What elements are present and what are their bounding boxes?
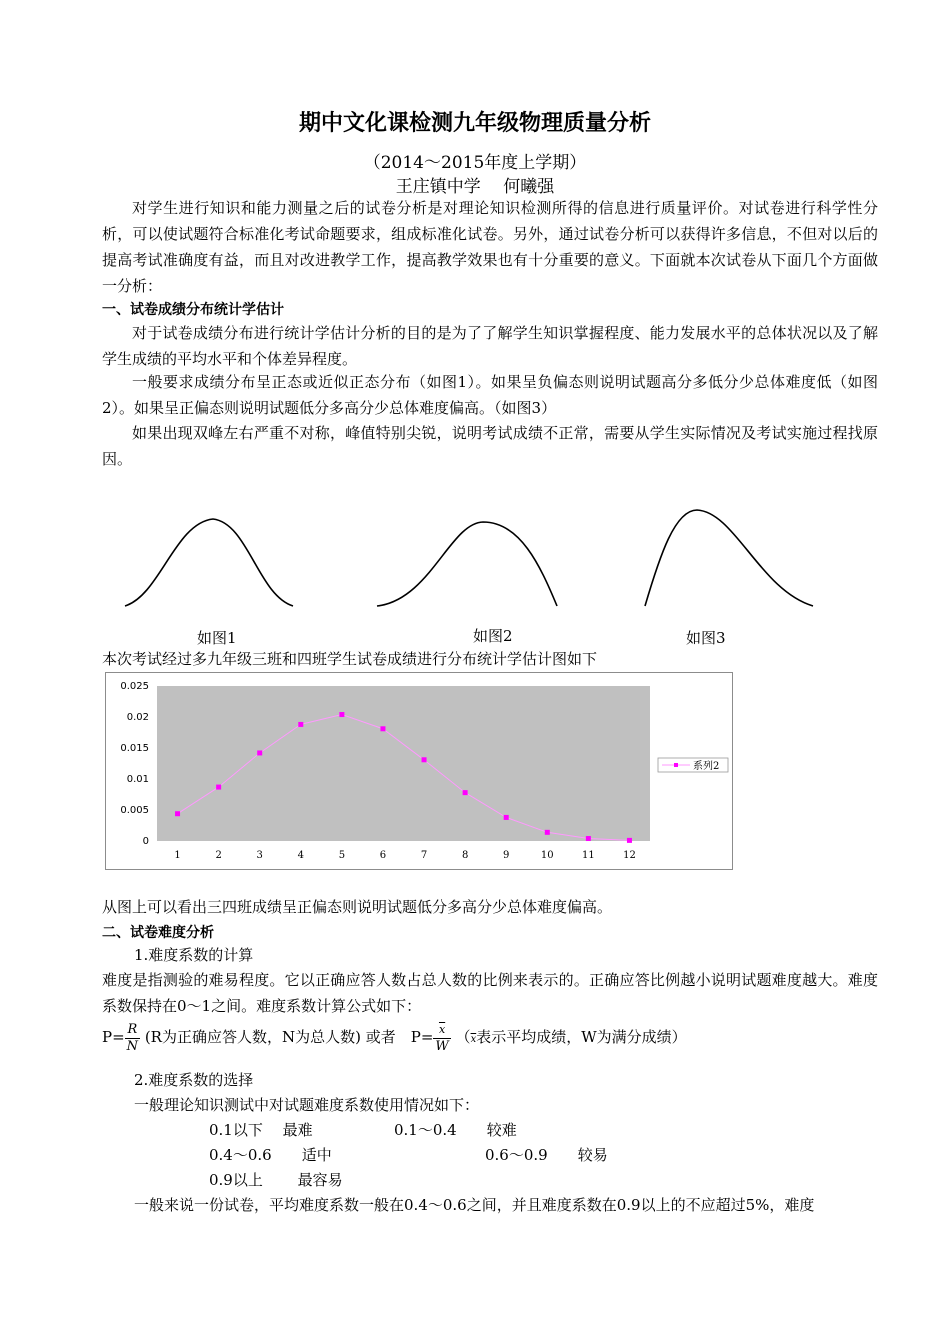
figure-1-caption: 如图1 [197, 629, 237, 647]
data-point [422, 757, 427, 762]
data-point [504, 815, 509, 820]
x-tick-label: 12 [623, 850, 636, 861]
data-point [380, 726, 385, 731]
plot-area [157, 686, 650, 841]
data-point [339, 712, 344, 717]
formula-desc-2b: 表示平均成绩，W为满分成绩） [476, 1028, 687, 1046]
y-tick-label: 0.02 [126, 712, 149, 723]
data-point [216, 785, 221, 790]
x-tick-label: 2 [215, 850, 222, 861]
normal-curve [125, 519, 293, 606]
x-tick-label: 9 [503, 850, 510, 861]
x-tick-label: 7 [420, 850, 428, 861]
fraction-numerator: $\overline{x}$ [433, 1022, 450, 1039]
section2-paragraph-2: 一般理论知识测试中对试题难度系数使用情况如下： [134, 1096, 480, 1114]
difficulty-row-2b: 0.6～0.9 较易 [485, 1146, 608, 1164]
score-distribution-chart [105, 672, 733, 870]
data-point [257, 750, 262, 755]
section2-sub2: 2.难度系数的选择 [134, 1071, 254, 1089]
difficulty-formula [102, 1020, 687, 1057]
school-author: 王庄镇中学 何曦强 [395, 177, 555, 197]
x-tick-label: 10 [540, 850, 554, 861]
data-point [586, 836, 591, 841]
y-tick-label: 0.01 [126, 774, 149, 785]
fraction-numerator: R [125, 1022, 140, 1039]
figure-2-caption: 如图2 [473, 627, 513, 645]
y-tick-label: 0 [142, 836, 149, 847]
distribution-figures [0, 495, 950, 625]
x-tick-label: 4 [297, 850, 304, 861]
chart-conclusion: 从图上可以看出三四班成绩呈正偏态则说明试题低分多高分少总体难度偏高。 [102, 898, 613, 916]
difficulty-row-3: 0.9以上 最容易 [209, 1171, 343, 1189]
figure-3-caption: 如图3 [686, 629, 726, 647]
difficulty-row-1a: 0.1以下 最难 [209, 1121, 313, 1139]
x-tick-label: 8 [461, 850, 469, 861]
data-point [298, 722, 303, 727]
legend [658, 758, 728, 772]
fraction-r-over-n [125, 1022, 140, 1055]
period-subtitle: （2014～2015年度上学期） [363, 153, 587, 173]
x-tick-label: 11 [582, 850, 595, 861]
fraction-denominator: N [126, 1038, 139, 1054]
section2-paragraph-1: 难度是指测验的难易程度。它以正确应答人数占总人数的比例来表示的。正确应答比例越小说明试题难度越大。难度系数保持在0～1之间。难度系数计算公式如下： [102, 971, 878, 1015]
fraction-x-over-w [433, 1022, 450, 1055]
difficulty-row-2a: 0.4～0.6 适中 [209, 1146, 332, 1164]
fraction-denominator: W [435, 1038, 449, 1054]
positive-skew-curve [645, 510, 813, 606]
x-tick-label: 3 [256, 850, 263, 861]
data-point [627, 838, 632, 843]
section2-sub1: 1.难度系数的计算 [134, 946, 254, 964]
formula-desc-2a: （ [455, 1028, 471, 1046]
section1-paragraph-3: 如果出现双峰左右严重不对称，峰值特别尖锐，说明考试成绩不正常，需要从学生实际情况及考试实施过程找原因。 [102, 424, 878, 468]
data-point [463, 790, 468, 795]
negative-skew-curve [377, 522, 557, 606]
section2-paragraph-3: 一般来说一份试卷，平均难度系数一般在0.4～0.6之间，并且难度系数在0.9以上的不应超过5%，难度 [134, 1196, 815, 1214]
data-point [175, 811, 180, 816]
section2-heading: 二、试卷难度分析 [102, 925, 214, 941]
y-tick-label: 0.015 [120, 743, 149, 754]
x-tick-label: 1 [174, 850, 181, 861]
x-tick-label: 5 [338, 850, 346, 861]
data-point [545, 830, 550, 835]
intro-paragraph: 对学生进行知识和能力测量之后的试卷分析是对理论知识检测所得的信息进行质量评价。对试卷进行科学性分析，可以使试题符合标准化考试命题要求，组成标准化试卷。另外，通过试卷分析可以获得许多信息，不但对以后的提高考试准确度有益，而且对改进教学工作，提高教学效果也有十分重要的意义。下面就本次试卷从下面几个方面做一分析： [102, 199, 878, 295]
formula-p-label: P= [102, 1028, 125, 1046]
legend-label: 系列2 [693, 761, 720, 772]
difficulty-row-1b: 0.1～0.4 较难 [394, 1121, 517, 1139]
x-tick-label: 6 [379, 850, 387, 861]
x-bar-symbol: $\overline{x}$ [470, 1034, 477, 1045]
y-tick-label: 0.005 [120, 805, 149, 816]
legend-marker [674, 763, 678, 767]
section1-paragraph-1: 对于试卷成绩分布进行统计学估计分析的目的是为了了解学生知识掌握程度、能力发展水平的总体状况以及了解学生成绩的平均水平和个体差异程度。 [102, 324, 878, 368]
section1-heading: 一、试卷成绩分布统计学估计 [102, 302, 284, 318]
page-title: 期中文化课检测九年级物理质量分析 [298, 111, 651, 136]
formula-desc-1: (R为正确应答人数，N为总人数) 或者 P= [144, 1028, 434, 1046]
section1-paragraph-2: 一般要求成绩分布呈正态或近似正态分布（如图1）。如果呈负偏态则说明试题高分多低分少总体难度低（如图2）。如果呈正偏态则说明试题低分多高分少总体难度偏高。（如图3） [102, 373, 878, 417]
chart-svg [106, 673, 732, 869]
y-tick-label: 0.025 [120, 681, 149, 692]
chart-intro: 本次考试经过多九年级三班和四班学生试卷成绩进行分布统计学估计图如下 [102, 650, 598, 668]
